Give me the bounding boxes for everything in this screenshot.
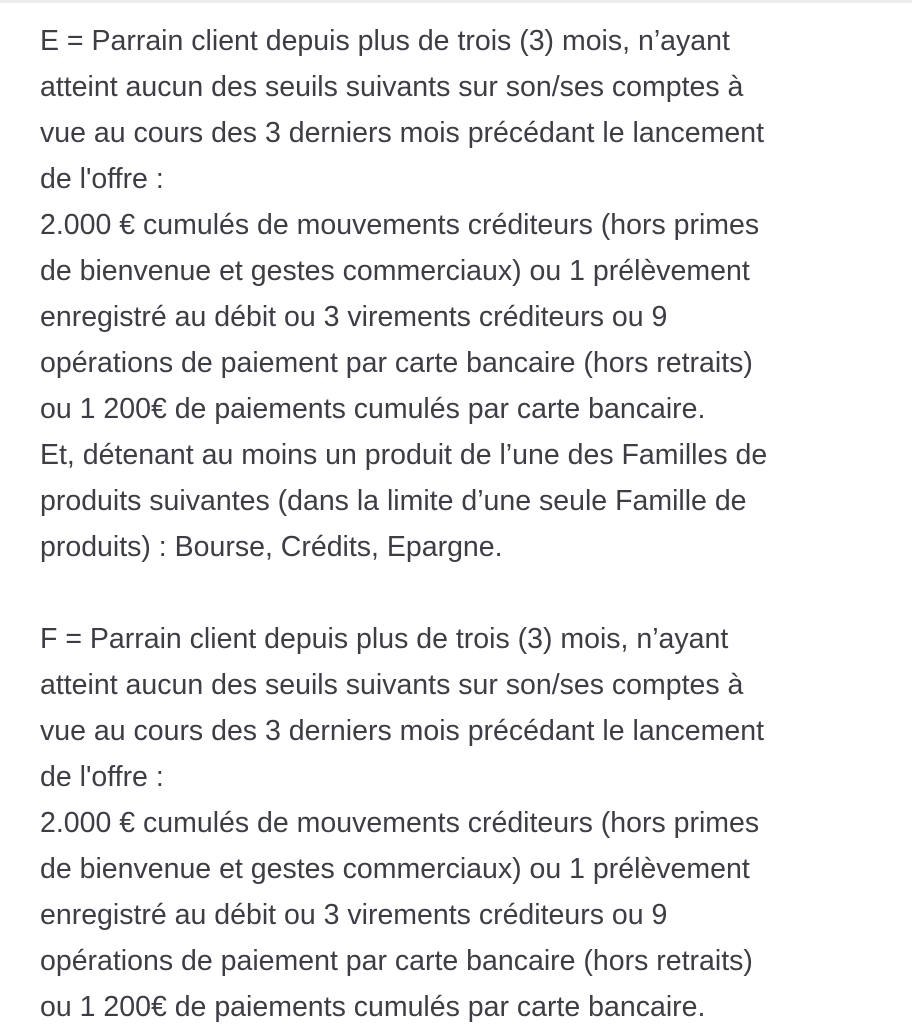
text-line: F = Parrain client depuis plus de trois (3) mois, n’ayant: [40, 623, 729, 655]
top-divider: [0, 0, 912, 3]
text-line: E = Parrain client depuis plus de trois (3) mois, n’ayant: [40, 25, 730, 57]
text-line: 2.000 € cumulés de mouvements créditeurs (hors primes: [40, 209, 760, 241]
text-line: ou 1 200€ de paiements cumulés par carte bancaire.: [40, 991, 706, 1023]
text-line: vue au cours des 3 derniers mois précédant le lancement: [40, 715, 764, 747]
text-line: atteint aucun des seuils suivants sur son/ses comptes à: [40, 71, 744, 103]
text-line: de bienvenue et gestes commerciaux) ou 1 prélèvement: [40, 255, 750, 287]
text-line: Et, détenant au moins un produit de l’une des Familles de: [40, 439, 768, 471]
text-line: 2.000 € cumulés de mouvements créditeurs (hors primes: [40, 807, 760, 839]
text-line: atteint aucun des seuils suivants sur son/ses comptes à: [40, 669, 744, 701]
text-line: opérations de paiement par carte bancaire (hors retraits): [40, 347, 753, 379]
clause-f: [40, 616, 900, 1030]
text-line: produits) : Bourse, Crédits, Epargne.: [40, 531, 503, 563]
paragraph-gap: [40, 570, 900, 616]
text-line: de l'offre :: [40, 163, 164, 195]
text-line: vue au cours des 3 derniers mois précédant le lancement: [40, 117, 764, 149]
text-line: ou 1 200€ de paiements cumulés par carte bancaire.: [40, 393, 706, 425]
text-line: produits suivantes (dans la limite d’une seule Famille de: [40, 485, 747, 517]
text-line: enregistré au débit ou 3 virements créditeurs ou 9: [40, 899, 668, 931]
clause-e: [40, 18, 900, 570]
text-line: enregistré au débit ou 3 virements créditeurs ou 9: [40, 301, 668, 333]
offer-conditions-text: [40, 18, 900, 1030]
text-line: opérations de paiement par carte bancaire (hors retraits): [40, 945, 753, 977]
text-line: de bienvenue et gestes commerciaux) ou 1 prélèvement: [40, 853, 750, 885]
text-line: de l'offre :: [40, 761, 164, 793]
